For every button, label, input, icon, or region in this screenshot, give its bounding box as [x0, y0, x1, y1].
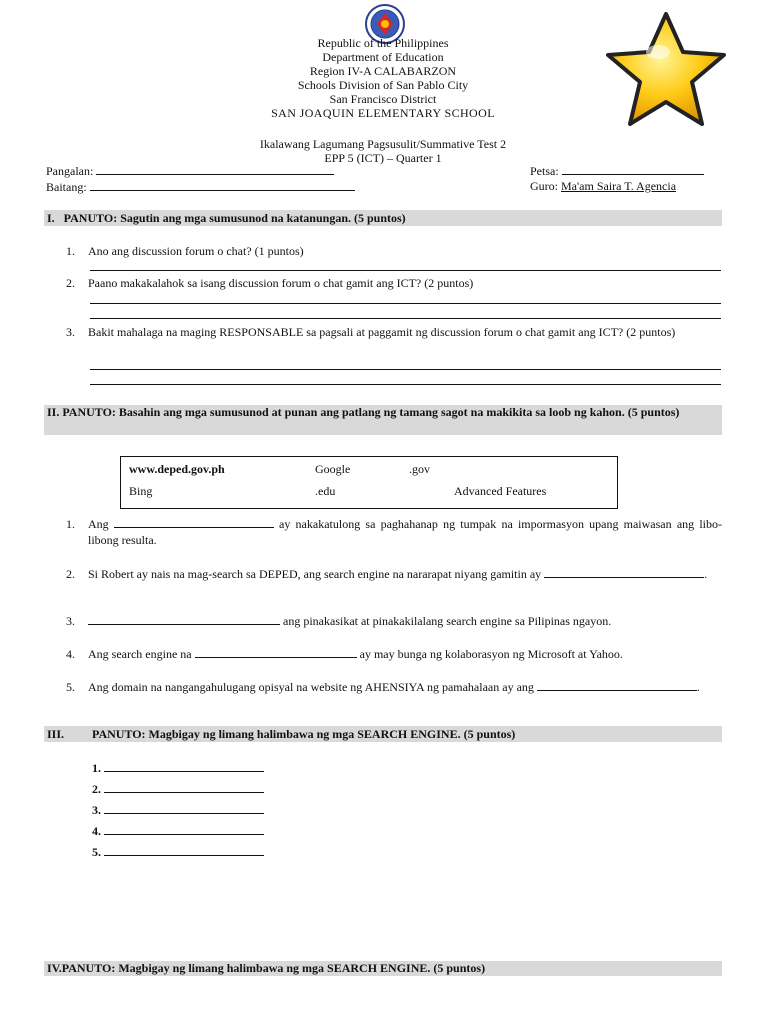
fill-blank[interactable] — [88, 613, 280, 625]
item-1-text: Ang ay nakakatulong sa paghahanap ng tumpak na impormasyon upang maiwasan ang libo-libong resulta. — [88, 517, 722, 547]
answer-blank[interactable] — [104, 844, 264, 856]
grade-blank[interactable] — [90, 179, 355, 191]
item-1-number: 1. — [66, 517, 75, 531]
name-blank[interactable] — [96, 163, 334, 175]
item-5-number: 5. — [66, 680, 75, 694]
subject-line: EPP 5 (ICT) – Quarter 1 — [324, 151, 442, 165]
question-text: Ano ang discussion forum o chat? (1 puntos) — [88, 244, 304, 258]
section-2-heading: II. PANUTO: Basahin ang mga sumusunod at punan ang patlang ng tamang sagot na makikita sa loob ng kahon. (5 puntos) — [44, 405, 722, 435]
fill-blank[interactable] — [195, 646, 357, 658]
name-field — [46, 163, 334, 179]
date-field — [530, 163, 704, 179]
word-bank-item: .edu — [315, 484, 336, 498]
grade-field — [46, 179, 355, 195]
fill-blank[interactable] — [537, 679, 697, 691]
item-2-number: 2. — [66, 567, 75, 581]
list-item: 5. — [92, 844, 264, 860]
star-icon — [600, 8, 732, 134]
answer-blank[interactable] — [104, 802, 264, 814]
answer-blank[interactable] — [104, 823, 264, 835]
list-item: 3. — [92, 802, 264, 818]
section-1-heading: I. PANUTO: Sagutin ang mga sumusunod na katanungan. (5 puntos) — [44, 210, 722, 226]
teacher-field — [530, 179, 676, 194]
question-3-number: 3. — [66, 325, 75, 339]
list-item: 4. — [92, 823, 264, 839]
word-bank-item: Bing — [129, 484, 153, 498]
word-bank-item: .gov — [409, 462, 430, 476]
grade-label: Baitang: — [46, 180, 87, 194]
question-3-text: Bakit mahalaga na maging RESPONSABLE sa pagsali at paggamit ng discussion forum o chat gamit ang ICT? (2 puntos) — [88, 325, 676, 339]
item-3-number: 3. — [66, 614, 75, 628]
header-line: San Francisco District — [329, 92, 437, 106]
school-name: SAN JOAQUIN ELEMENTARY SCHOOL — [271, 106, 495, 120]
test-title-block — [200, 137, 566, 165]
teacher-label: Guro: — [530, 179, 558, 193]
word-bank-item: www.deped.gov.ph — [129, 462, 225, 476]
question-1 — [66, 244, 304, 259]
item-2-text: Si Robert ay nais na mag-search sa DEPED, ang search engine na nararapat niyang gamitin ay . — [88, 567, 708, 581]
fill-blank[interactable] — [544, 566, 704, 578]
question-2 — [66, 276, 473, 291]
answer-line[interactable] — [90, 318, 721, 319]
question-text: Paano makakalahok sa isang discussion forum o chat gamit ang ICT? (2 puntos) — [88, 276, 474, 290]
section-3-heading: III. PANUTO: Magbigay ng limang halimbawa ng mga SEARCH ENGINE. (5 puntos) — [44, 726, 722, 742]
item-4-text: Ang search engine na ay may bunga ng kolaborasyon ng Microsoft at Yahoo. — [88, 647, 623, 661]
word-bank-item: Advanced Features — [454, 484, 547, 498]
word-bank-item: Google — [315, 462, 351, 476]
answer-line[interactable] — [90, 270, 721, 271]
section-4-heading: IV.PANUTO: Magbigay ng limang halimbawa ng mga SEARCH ENGINE. (5 puntos) — [44, 961, 722, 976]
date-blank[interactable] — [562, 163, 704, 175]
answer-blank[interactable] — [104, 760, 264, 772]
answer-line[interactable] — [90, 369, 721, 370]
name-label: Pangalan: — [46, 164, 94, 178]
item-3-text: ang pinakasikat at pinakakilalang search engine sa Pilipinas ngayon. — [88, 613, 722, 629]
item-5-text: Ang domain na nangangahulugang opisyal na website ng AHENSIYA ng pamahalaan ay ang . — [88, 680, 700, 694]
word-bank-box — [120, 456, 618, 509]
date-label: Petsa: — [530, 164, 559, 178]
school-header — [200, 36, 566, 120]
answer-line[interactable] — [90, 384, 721, 385]
list-item: 1. — [92, 760, 264, 776]
answer-blank[interactable] — [104, 781, 264, 793]
header-line: Region IV-A CALABARZON — [309, 64, 457, 78]
answer-line[interactable] — [90, 303, 721, 304]
question-number: 2. — [66, 276, 75, 290]
fill-blank[interactable] — [114, 516, 274, 528]
question-number: 1. — [66, 244, 75, 258]
header-line: Department of Education — [322, 50, 444, 64]
test-title: Ikalawang Lagumang Pagsusulit/Summative Test 2 — [259, 137, 507, 151]
header-line: Schools Division of San Pablo City — [297, 78, 469, 92]
list-item: 2. — [92, 781, 264, 797]
item-4-number: 4. — [66, 647, 75, 661]
header-line: Republic of the Philippines — [317, 36, 449, 50]
teacher-name: Ma'am Saira T. Agencia — [561, 179, 677, 193]
